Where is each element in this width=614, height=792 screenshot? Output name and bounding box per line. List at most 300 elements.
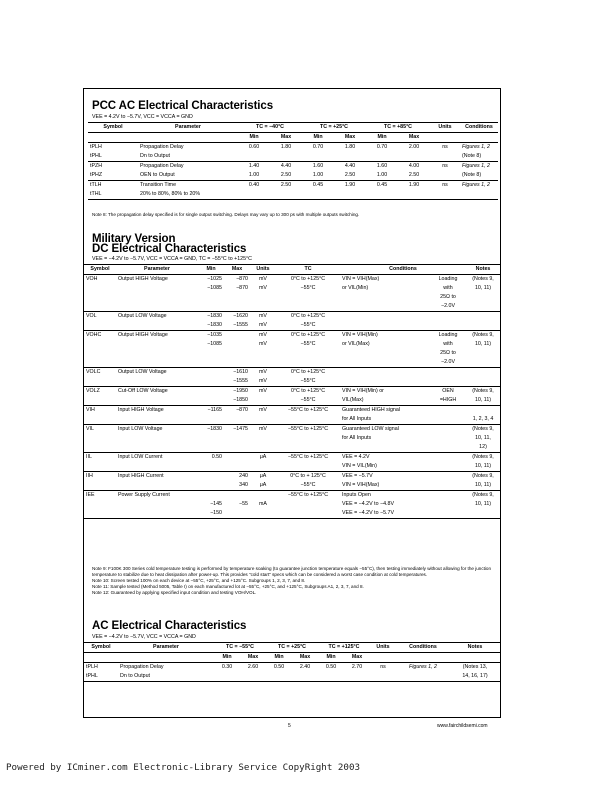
units: mV xyxy=(259,322,267,328)
table-row xyxy=(84,443,500,453)
conditions: VEE = −4.2V to −4.8V xyxy=(342,501,394,507)
tc: −55°C xyxy=(300,322,316,328)
notes: 10, 11) xyxy=(474,501,492,507)
table-row xyxy=(84,434,500,443)
notes: 10, 11, xyxy=(475,435,491,441)
military-dc-table xyxy=(84,264,500,519)
conditions: or VIL(Max) xyxy=(342,341,370,347)
table-row xyxy=(84,321,500,331)
parameter: Input HIGH Voltage xyxy=(118,407,164,413)
conditions-loading: −2.0V xyxy=(441,359,455,365)
table-row xyxy=(84,312,500,322)
symbol xyxy=(84,349,116,358)
max: −1610 xyxy=(233,369,248,375)
notes xyxy=(466,358,500,368)
min: −150 xyxy=(210,510,222,516)
parameter: Output LOW Voltage xyxy=(118,313,167,319)
max: 340 xyxy=(239,482,248,488)
col-symbol: Symbol xyxy=(84,643,118,653)
symbol xyxy=(84,443,116,453)
max xyxy=(224,491,250,501)
table-row xyxy=(84,509,500,519)
conditions-loading: 25Ω to xyxy=(440,350,456,356)
units: mA xyxy=(259,501,267,507)
units: ns xyxy=(442,163,448,169)
notes xyxy=(466,321,500,331)
col-min: Min xyxy=(377,134,387,140)
value: 1.90 xyxy=(408,182,420,188)
symbol: IIH xyxy=(86,473,93,479)
symbol xyxy=(84,481,116,491)
parameter xyxy=(116,415,198,425)
col-units: Units xyxy=(250,265,276,275)
table-row xyxy=(84,275,500,285)
conditions-loading: with xyxy=(443,341,453,347)
parameter: Input LOW Current xyxy=(118,454,163,460)
parameter: Power Supply Current xyxy=(118,492,170,498)
parameter: Dn to Output xyxy=(140,153,171,159)
col-min: Min xyxy=(222,654,232,660)
notes xyxy=(466,509,500,519)
col-notes: Notes xyxy=(450,643,500,653)
tc: −55°C xyxy=(300,285,316,291)
symbol xyxy=(84,415,116,425)
max: −1475 xyxy=(233,426,248,432)
conditions xyxy=(340,368,466,378)
units: mV xyxy=(259,313,267,319)
parameter xyxy=(116,462,198,472)
symbol xyxy=(84,284,116,293)
min xyxy=(198,293,224,302)
mil-title-1: Military Version xyxy=(92,233,176,245)
symbol: tPZH xyxy=(90,163,103,169)
conditions-loading: with xyxy=(443,285,453,291)
symbol: tPHL xyxy=(86,673,98,679)
col-max: Max xyxy=(351,654,363,660)
conditions: Figures 1, 2 xyxy=(409,664,437,670)
col-max: Max xyxy=(408,134,420,140)
max xyxy=(224,462,250,472)
conditions: VIN = VIH(Min) or xyxy=(342,388,384,394)
value: 0.50 xyxy=(273,664,285,670)
units xyxy=(250,349,276,358)
tc: −55°C xyxy=(300,397,316,403)
tc xyxy=(276,358,340,368)
parameter: Input HIGH Current xyxy=(118,473,164,479)
units: μA xyxy=(259,482,267,488)
units: mV xyxy=(259,276,267,282)
note-12: Note 12: Guaranteed by applying specified input condition and testing VOH/VOL. xyxy=(92,590,257,595)
parameter: Propagation Delay xyxy=(140,144,184,150)
value: 1.60 xyxy=(312,163,324,169)
value: 4.40 xyxy=(280,163,292,169)
max xyxy=(224,349,250,358)
notes: (Notes 9, xyxy=(472,276,494,282)
units: mV xyxy=(259,285,267,291)
symbol: VOL xyxy=(86,313,97,319)
conditions xyxy=(340,377,466,387)
notes: 14, 16, 17) xyxy=(462,673,488,679)
table-row xyxy=(84,481,500,491)
notes: (Notes 9, xyxy=(472,473,494,479)
min: −145 xyxy=(210,501,222,507)
conditions xyxy=(340,312,466,322)
col-t1: TC = −40°C xyxy=(238,123,302,133)
col-parameter: Parameter xyxy=(116,265,198,275)
col-t2: TC = +25°C xyxy=(266,643,318,653)
notes: 10, 11) xyxy=(474,482,492,488)
col-min: Min xyxy=(326,654,336,660)
symbol: VOH xyxy=(86,276,98,282)
max: −1850 xyxy=(233,397,248,403)
note-11: Note 11: Sample tested (Method 5005, Table I) on each manufactured lot at −55°C, +25°C, and +125°C, Subgroups A1, 2, 3, 7, and 8. xyxy=(92,584,364,589)
col-min: Min xyxy=(249,134,259,140)
table-row xyxy=(84,406,500,416)
min xyxy=(198,481,224,491)
value: 1.00 xyxy=(376,172,388,178)
table-row xyxy=(84,331,500,341)
min: −1830 xyxy=(207,313,222,319)
conditions xyxy=(340,321,466,331)
symbol: tPHZ xyxy=(90,172,103,178)
table-row xyxy=(84,358,500,368)
value: 1.00 xyxy=(312,172,324,178)
table-row xyxy=(84,453,500,463)
conditions: (Note 8) xyxy=(462,172,482,178)
max xyxy=(224,331,250,341)
max xyxy=(224,358,250,368)
units: μA xyxy=(259,473,267,479)
conditions: or VIL(Min) xyxy=(342,285,369,291)
conditions xyxy=(340,293,430,302)
units: mV xyxy=(259,378,267,384)
tc: −55°C xyxy=(300,378,316,384)
min xyxy=(198,349,224,358)
value: 0.50 xyxy=(325,664,337,670)
max xyxy=(224,434,250,443)
conditions-loading: Loading xyxy=(438,332,458,338)
parameter: 20% to 80%, 80% to 20% xyxy=(140,191,201,197)
table-row xyxy=(88,171,498,181)
page-number: 5 xyxy=(288,723,291,729)
min xyxy=(198,358,224,368)
table-row xyxy=(84,293,500,302)
conditions: for All Inputs xyxy=(342,416,372,422)
value: 0.70 xyxy=(312,144,324,150)
symbol xyxy=(84,358,116,368)
parameter: Output LOW Voltage xyxy=(118,369,167,375)
conditions: VIN = VIH(Min) xyxy=(342,332,378,338)
max: −1555 xyxy=(233,378,248,384)
conditions: for All Inputs xyxy=(342,435,372,441)
symbol: IEE xyxy=(86,492,95,498)
notes xyxy=(466,302,500,312)
col-parameter: Parameter xyxy=(118,643,214,653)
value: 2.50 xyxy=(280,172,292,178)
symbol: VOLC xyxy=(86,369,101,375)
powered-by-banner: Powered by ICminer.com Electronic-Library Service CopyRight 2003 xyxy=(6,762,361,773)
tc: −55°C xyxy=(300,341,316,347)
max: −1555 xyxy=(233,322,248,328)
table-row xyxy=(84,415,500,425)
value: 2.40 xyxy=(299,664,311,670)
col-min: Min xyxy=(313,134,323,140)
notes: (Notes 9, xyxy=(472,332,494,338)
tc xyxy=(276,302,340,312)
max xyxy=(224,453,250,463)
parameter: Input LOW Voltage xyxy=(118,426,163,432)
value: 1.90 xyxy=(344,182,356,188)
symbol: tTLH xyxy=(90,182,102,188)
table-row xyxy=(88,162,498,172)
symbol: VIL xyxy=(86,426,94,432)
units: ns xyxy=(442,144,448,150)
units xyxy=(250,302,276,312)
table-row xyxy=(84,491,500,501)
col-max: Max xyxy=(224,265,250,275)
units: ns xyxy=(380,664,386,670)
notes: 10, 11) xyxy=(474,463,492,469)
max: −1950 xyxy=(233,388,248,394)
max xyxy=(224,443,250,453)
value: 0.40 xyxy=(248,182,260,188)
conditions xyxy=(340,443,466,453)
conditions: Figures 1, 2 xyxy=(462,163,490,169)
value: 2.00 xyxy=(408,144,420,150)
symbol xyxy=(84,462,116,472)
mil-title-2: DC Electrical Characteristics xyxy=(92,243,247,255)
units: μA xyxy=(259,454,267,460)
tc xyxy=(276,434,340,443)
symbol xyxy=(84,293,116,302)
value: 0.45 xyxy=(312,182,324,188)
notes: (Notes 9, xyxy=(472,426,494,432)
table-row xyxy=(84,425,500,435)
conditions: Guaranteed LOW signal xyxy=(342,426,399,432)
min xyxy=(198,377,224,387)
conditions: VEE = 4.2V xyxy=(342,454,370,460)
tc xyxy=(276,293,340,302)
min: 0.50 xyxy=(211,454,222,460)
symbol: VOHC xyxy=(86,332,102,338)
value: 2.50 xyxy=(344,172,356,178)
conditions: VIN = VIH(Max) xyxy=(342,482,380,488)
symbol: VOLZ xyxy=(86,388,100,394)
max xyxy=(224,509,250,519)
value: 0.30 xyxy=(221,664,233,670)
value: 0.60 xyxy=(248,144,260,150)
mil-conditions: VEE = −4.2V to −5.7V, VCC = VCCA = GND, TC = −55°C to +125°C xyxy=(92,256,252,262)
symbol xyxy=(84,396,116,406)
parameter xyxy=(116,443,198,453)
notes: 10, 11) xyxy=(474,397,492,403)
parameter: Dn to Output xyxy=(120,673,151,679)
parameter: OEN to Output xyxy=(140,172,175,178)
conditions xyxy=(340,358,430,368)
units: mV xyxy=(259,407,267,413)
units: mV xyxy=(259,426,267,432)
table-row xyxy=(84,340,500,349)
notes: 12) xyxy=(479,444,487,450)
col-units: Units xyxy=(370,643,396,653)
col-min: Min xyxy=(198,265,224,275)
col-tc: TC xyxy=(276,265,340,275)
min xyxy=(198,462,224,472)
table-row xyxy=(88,181,498,191)
value: 4.00 xyxy=(408,163,420,169)
min xyxy=(198,396,224,406)
notes: 10, 11) xyxy=(474,341,492,347)
units: mV xyxy=(259,369,267,375)
max: 240 xyxy=(239,473,248,479)
value: 0.45 xyxy=(376,182,388,188)
parameter xyxy=(116,340,198,349)
col-t3: TC = +85°C xyxy=(366,123,430,133)
parameter xyxy=(116,509,198,519)
col-max: Max xyxy=(344,134,356,140)
footer-url[interactable]: www.fairchildsemi.com xyxy=(437,723,488,729)
tc xyxy=(276,500,340,509)
table-row xyxy=(84,472,500,482)
col-conditions: Conditions xyxy=(396,643,450,653)
units xyxy=(250,293,276,302)
parameter: Output HIGH Voltage xyxy=(118,332,168,338)
tc: 0°C to +125°C xyxy=(290,332,326,338)
table-row xyxy=(84,349,500,358)
symbol xyxy=(84,321,116,331)
ac-title: AC Electrical Characteristics xyxy=(92,620,247,632)
table-row xyxy=(84,396,500,406)
parameter xyxy=(116,396,198,406)
min: −1085 xyxy=(207,285,222,291)
units xyxy=(250,396,276,406)
value: 4.40 xyxy=(344,163,356,169)
value: 2.60 xyxy=(247,664,259,670)
parameter xyxy=(116,377,198,387)
min xyxy=(198,368,224,378)
conditions: VIN = VIH(Max) xyxy=(342,276,380,282)
min: −1085 xyxy=(207,341,222,347)
tc: 0°C to +125°C xyxy=(290,388,326,394)
value: 2.50 xyxy=(280,182,292,188)
note-10: Note 10: Screen tested 100% on each device at −55°C, +25°C, and +125°C. Subgroups 1, 2, 3, 7, and 8. xyxy=(92,578,306,583)
table-row xyxy=(84,377,500,387)
symbol: VIH xyxy=(86,407,95,413)
table-row xyxy=(84,500,500,509)
tc: −55°C to +125°C xyxy=(287,426,329,432)
parameter xyxy=(116,358,198,368)
conditions: VEE = −4.2V to −5.7V xyxy=(342,510,394,516)
col-t1: TC = −55°C xyxy=(214,643,266,653)
conditions xyxy=(340,349,430,358)
notes: (Notes 9, xyxy=(472,492,494,498)
units: mV xyxy=(259,388,267,394)
parameter xyxy=(116,349,198,358)
symbol: IIL xyxy=(86,454,92,460)
symbol xyxy=(84,509,116,519)
symbol xyxy=(84,434,116,443)
col-conditions: Conditions xyxy=(340,265,466,275)
table-row xyxy=(84,387,500,397)
ac-table xyxy=(84,642,500,682)
value: 2.70 xyxy=(351,664,363,670)
units xyxy=(250,491,276,501)
col-notes: Notes xyxy=(466,265,500,275)
conditions: VIN = VIL(Min) xyxy=(342,463,377,469)
tc xyxy=(276,509,340,519)
units xyxy=(250,509,276,519)
notes: 1, 2, 3, 4 xyxy=(472,416,494,422)
min xyxy=(198,443,224,453)
min xyxy=(198,491,224,501)
pcc-title: PCC AC Electrical Characteristics xyxy=(92,100,273,112)
parameter: Propagation Delay xyxy=(120,664,164,670)
col-max: Max xyxy=(247,654,259,660)
conditions: (Note 8) xyxy=(462,153,482,159)
table-row xyxy=(88,190,498,200)
parameter xyxy=(116,321,198,331)
tc: 0°C to + 125°C xyxy=(290,473,326,479)
col-units: Units xyxy=(430,123,460,133)
symbol: tPLH xyxy=(90,144,102,150)
conditions: Inputs Open xyxy=(342,492,371,498)
table-row xyxy=(88,143,498,153)
max xyxy=(224,293,250,302)
units xyxy=(250,434,276,443)
min xyxy=(198,415,224,425)
max: −55 xyxy=(239,501,248,507)
symbol xyxy=(84,500,116,509)
table-row xyxy=(84,672,500,682)
table-row xyxy=(88,152,498,162)
units xyxy=(250,462,276,472)
mil-notes xyxy=(92,566,497,596)
note-8: Note 8: The propagation delay specified is for single output switching. Delays may vary up to 300 ps with multiple outputs switching. xyxy=(92,212,360,217)
col-max: Max xyxy=(280,134,292,140)
notes xyxy=(466,293,500,302)
units xyxy=(250,358,276,368)
tc: −55°C to +125°C xyxy=(287,492,329,498)
value: 1.40 xyxy=(248,163,260,169)
units: mV xyxy=(259,341,267,347)
parameter: Propagation Delay xyxy=(140,163,184,169)
value: 1.00 xyxy=(248,172,260,178)
min: −1830 xyxy=(207,426,222,432)
tc xyxy=(276,443,340,453)
table-row xyxy=(84,368,500,378)
units: ns xyxy=(442,182,448,188)
col-conditions: Conditions xyxy=(460,123,498,133)
min xyxy=(198,302,224,312)
col-parameter: Parameter xyxy=(138,123,238,133)
value: 0.70 xyxy=(376,144,388,150)
notes xyxy=(466,349,500,358)
notes: (Notes 9, xyxy=(472,454,494,460)
notes: (Notes 9, xyxy=(472,388,494,394)
table-row xyxy=(84,302,500,312)
parameter: Cut-Off LOW Voltage xyxy=(118,388,168,394)
symbol: tPLH xyxy=(86,664,98,670)
parameter xyxy=(116,434,198,443)
col-min: Min xyxy=(274,654,284,660)
col-max: Max xyxy=(299,654,311,660)
units xyxy=(250,415,276,425)
conditions: VEE = −5.7V xyxy=(342,473,373,479)
value: 1.60 xyxy=(376,163,388,169)
parameter: Transition Time xyxy=(140,182,177,188)
col-symbol: Symbol xyxy=(84,265,116,275)
conditions-loading: Loading xyxy=(438,276,458,282)
